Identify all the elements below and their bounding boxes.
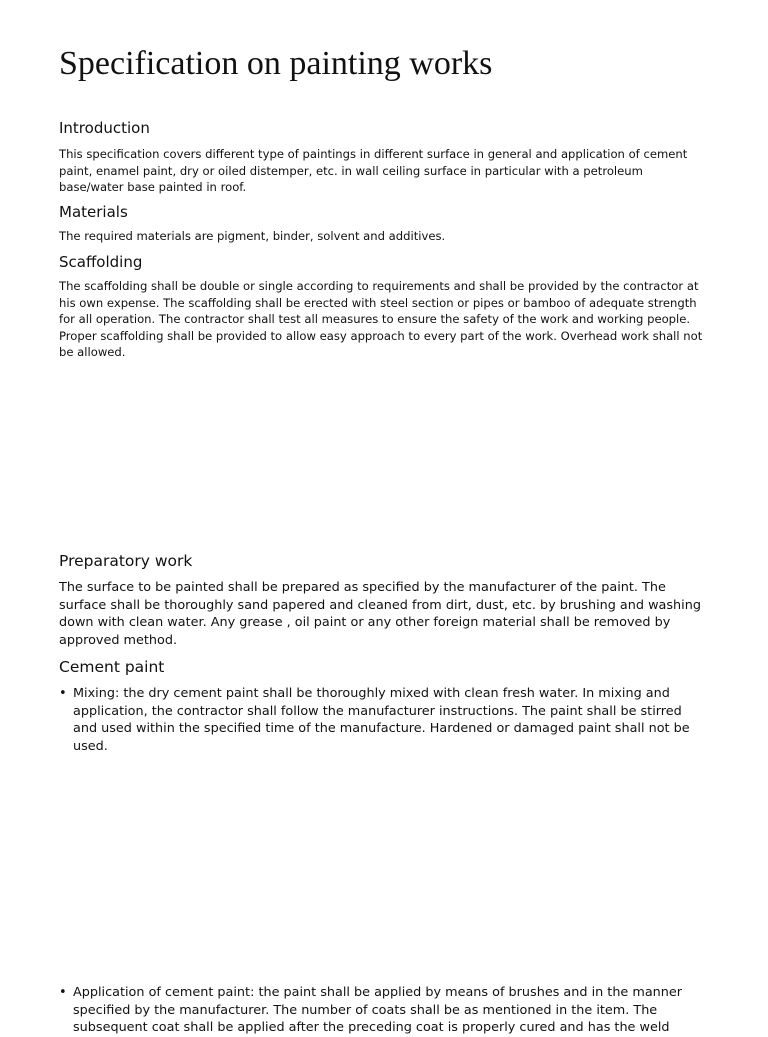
introduction-heading: Introduction [59, 119, 150, 137]
mixing-bullet-text: Mixing: the dry cement paint shall be thoroughly mixed with clean fresh water. In mixing and application, the contractor shall follow the manufacturer instructions. The paint shall be stirred and used within the specified time of the manufacture. Hardened or damaged paint shall not be used. [73, 686, 690, 754]
scaffolding-heading: Scaffolding [59, 253, 143, 271]
application-bullet-text: Application of cement paint: the paint shall be applied by means of brushes and in the manner specified by the manufacturer. The number of coats shall be as mentioned in the item. The subsequent coat shall be applied after the preceding coat is properly cured and has the weld [73, 985, 683, 1035]
preparatory-work-heading: Preparatory work [59, 552, 193, 570]
page-title: Specification on painting works [59, 45, 493, 82]
cement-paint-heading: Cement paint [59, 658, 165, 676]
introduction-paragraph: This specification covers different type of paintings in different surface in general and application of cement paint, enamel paint, dry or oiled distemper, etc. in wall ceiling surface in particular with a petroleum base/water base painted in roof. [59, 147, 688, 194]
bullet-icon: • [59, 686, 67, 701]
bullet-icon: • [59, 985, 67, 1000]
list-item [59, 984, 709, 1037]
materials-paragraph: The required materials are pigment, binder, solvent and additives. [59, 229, 446, 243]
materials-heading: Materials [59, 203, 128, 221]
preparatory-work-paragraph: The surface to be painted shall be prepared as specified by the manufacturer of the paint. The surface shall be thoroughly sand papered and cleaned from dirt, dust, etc. by brushing and washing down with clean water. Any grease , oil paint or any other foreign material shall be removed by approved method. [59, 580, 701, 648]
scaffolding-paragraph: The scaffolding shall be double or single according to requirements and shall be provided by the contractor at his own expense. The scaffolding shall be erected with steel section or pipes or bamboo of adequate strength for all operation. The contractor shall test all measures to ensure the safety of the work and working people. Proper scaffolding shall be provided to allow easy approach to every part of the work. Overhead work shall not be allowed. [59, 279, 703, 359]
list-item [59, 685, 709, 755]
